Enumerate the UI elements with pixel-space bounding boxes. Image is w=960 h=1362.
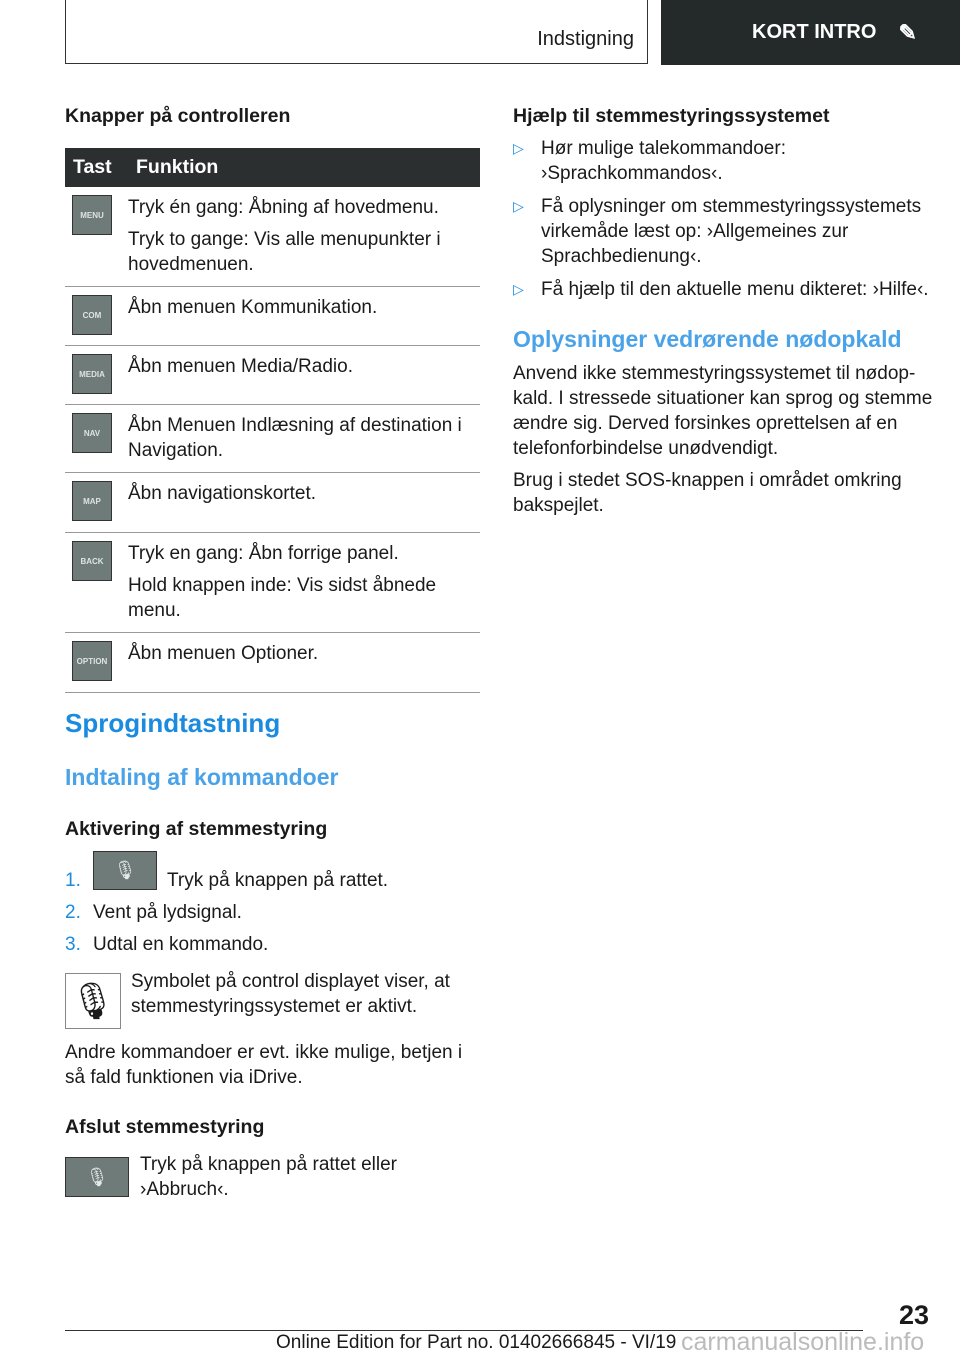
watermark: carmanualsonline.info [681, 1328, 925, 1356]
table-row [65, 287, 480, 346]
step-3: 3. Udtal en kommando. [65, 934, 269, 955]
function-text: Åbn navigationskortet. [128, 473, 480, 533]
option-key-icon: OPTION [72, 641, 112, 681]
emergency-title: Oplysninger vedrørende nødopkald [513, 326, 902, 352]
other-note: Andre kommandoer er evt. ikke mulige, betjen i så fald funktionen via iDrive. [65, 1042, 463, 1088]
function-text: Tryk en gang: Åbn forrige panel. [128, 543, 399, 564]
end-title: Afslut stemmestyring [65, 1116, 265, 1138]
chapter-title: KORT INTRO [752, 21, 877, 43]
function-text: Tryk to gange: Vis alle menupunkter i hovedmenuen. [128, 229, 441, 275]
steering-mic-button-icon: 🎙 [65, 1157, 129, 1197]
back-key-icon: BACK [72, 541, 112, 581]
function-text: Åbn Menuen Indlæsning af destination i Navigation. [128, 405, 480, 473]
chapter-tab [661, 0, 960, 65]
table-row [65, 187, 480, 287]
col-key: Tast [65, 148, 128, 187]
activate-title: Aktivering af stemmestyring [65, 818, 328, 840]
emergency-p1: Anvend ikke stemmestyringssystemet til nødopkald. I stressede situationer kan sprog og stemme ændre sig. Derved forsinkes oprettelsen af en telefonforbindelse unødvendigt. [513, 363, 933, 459]
symbol-note: Symbolet på control displayet viser, at stemmestyringssystemet er aktivt. [131, 971, 450, 1017]
table-row [65, 633, 480, 693]
table-row [65, 405, 480, 473]
function-text: Åbn menuen Optioner. [128, 633, 480, 693]
com-key-icon: COM [72, 295, 112, 335]
list-item: ▷ Få oplysninger om stemmestyringssystemets virkemåde læst op: ›Allgemeines zur Sprachbedienung‹. [513, 196, 922, 267]
heading-sprogindtastning: Sprogindtastning [65, 708, 281, 738]
table-row [65, 533, 480, 633]
help-title: Hjælp til stemmestyringssystemet [513, 105, 830, 127]
section-title: Indstigning [537, 28, 634, 50]
microphone-icon: 🎙 [65, 973, 121, 1029]
pushpin-icon: ✎ [898, 19, 917, 45]
step-1: 1. Tryk på knappen på rattet. [65, 870, 389, 891]
function-text: Tryk én gang: Åbning af hovedmenu. [128, 197, 439, 218]
table-row [65, 473, 480, 533]
page-number: 23 [898, 1300, 929, 1330]
nav-key-icon: NAV [72, 413, 112, 453]
col-function: Funktion [128, 148, 480, 187]
list-item: ▷ Hør mulige talekommandoer: ›Sprachkommandos‹. [513, 138, 786, 184]
map-key-icon: MAP [72, 481, 112, 521]
function-text: Åbn menuen Media/Radio. [128, 346, 480, 405]
emergency-p2: Brug i stedet SOS-knappen i området omkring bakspejlet. [513, 470, 902, 516]
table-title: Knapper på controlleren [65, 105, 291, 127]
end-text: Tryk på knappen på rattet eller ›Abbruch‹. [140, 1154, 397, 1200]
step-2: 2. Vent på lydsignal. [65, 902, 242, 923]
steering-mic-button-icon: 🎙 [93, 851, 157, 890]
function-text: Åbn menuen Kommunikation. [128, 287, 480, 346]
function-text: Hold knappen inde: Vis sidst åbnede menu. [128, 575, 437, 621]
table-row [65, 346, 480, 405]
menu-key-icon: MENU [72, 195, 112, 235]
controller-table [65, 148, 480, 693]
edition-text: Online Edition for Part no. 01402666845 - VI/19 [276, 1332, 677, 1353]
list-item: ▷ Få hjælp til den aktuelle menu dikteret: ›Hilfe‹. [513, 279, 929, 300]
heading-indtaling: Indtaling af kommandoer [65, 764, 339, 790]
media-key-icon: MEDIA [72, 354, 112, 394]
help-list [513, 136, 933, 302]
